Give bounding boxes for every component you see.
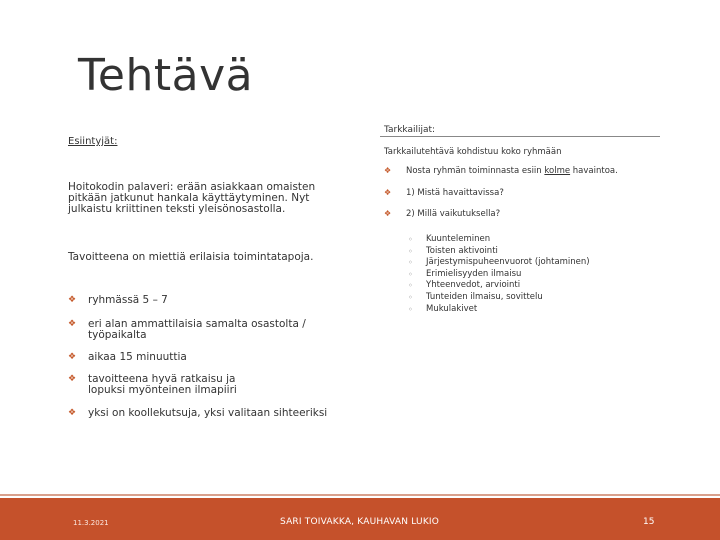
circle-bullet-icon: ◦: [408, 281, 413, 291]
circle-bullet-icon: ◦: [408, 258, 413, 268]
observation-sublist: [408, 234, 590, 315]
circle-bullet-icon: ◦: [408, 235, 413, 244]
square-bullet-icon: ❖: [68, 374, 77, 384]
square-bullet-icon: ❖: [384, 209, 392, 218]
list-item: [68, 319, 358, 340]
list-item: [68, 295, 358, 306]
square-bullet-icon: ❖: [384, 166, 392, 175]
footer-author: SARI TOIVAKKA, KAUHAVAN LUKIO: [280, 517, 440, 527]
page-number: 15: [643, 517, 655, 527]
list-item-text: tavoitteena hyvä ratkaisu ja lopuksi myönteinen ilmapiiri: [88, 373, 237, 396]
observers-heading: Tarkkailijat:: [384, 125, 436, 135]
list-item-text: Erimielisyyden ilmaisu: [426, 268, 522, 279]
list-item: [384, 188, 664, 198]
goal-text: Tavoitteena on miettiä erilaisia toimintatapoja.: [68, 251, 314, 263]
square-bullet-icon: ❖: [68, 352, 77, 362]
list-item-text: 1) Mistä havaittavissa?: [406, 188, 504, 198]
square-bullet-icon: ❖: [68, 295, 77, 305]
list-item: [68, 374, 358, 395]
list-item-text: Järjestymispuheenvuorot (johtaminen): [426, 257, 590, 268]
list-item-text: Kuunteleminen: [426, 234, 491, 244]
list-item-text: Tunteiden ilmaisu, sovittelu: [426, 291, 543, 302]
performers-heading: Esiintyjät:: [68, 136, 118, 147]
square-bullet-icon: ❖: [68, 319, 77, 329]
list-item: [408, 234, 590, 246]
square-bullet-icon: ❖: [68, 408, 77, 418]
list-item: [408, 269, 590, 281]
list-item: [408, 292, 590, 304]
list-item-text: Yhteenvedot, arviointi: [426, 280, 521, 291]
list-item: [408, 257, 590, 269]
observer-task-text: Tarkkailutehtävä kohdistuu koko ryhmään: [384, 147, 562, 157]
list-item: [408, 246, 590, 258]
list-item-text: Mukulakivet: [426, 303, 478, 314]
square-bullet-icon: ❖: [384, 188, 392, 197]
slide-title: Tehtävä: [78, 50, 254, 101]
list-item-text: ryhmässä 5 – 7: [88, 294, 168, 306]
circle-bullet-icon: ◦: [408, 246, 413, 256]
list-item: [68, 352, 358, 363]
scenario-paragraph: Hoitokodin palaveri: erään asiakkaan omaisten pitkään jatkunut hankala käyttäytyminen. Nyt julkaistu kriittinen teksti yleisönosastolla.: [68, 181, 316, 215]
list-item: [384, 209, 664, 219]
footer-accent-line: [0, 494, 720, 496]
list-item-text: Nosta ryhmän toiminnasta esiin kolme havaintoa.: [406, 166, 618, 176]
list-item-text: eri alan ammattilaisia samalta osastolta / työpaikalta: [88, 318, 306, 341]
list-item-text: aikaa 15 minuuttia: [88, 351, 187, 363]
list-item-text: yksi on koollekutsuja, yksi valitaan sihteeriksi: [88, 407, 328, 419]
list-item: [408, 280, 590, 292]
list-item: [68, 408, 358, 419]
list-item-text: Toisten aktivointi: [426, 245, 498, 256]
circle-bullet-icon: ◦: [408, 269, 413, 279]
circle-bullet-icon: ◦: [408, 292, 413, 302]
list-item-text: 2) Millä vaikutuksella?: [406, 209, 501, 219]
footer-date: 11.3.2021: [73, 519, 109, 527]
list-item: [408, 304, 590, 316]
list-item: [384, 166, 664, 176]
circle-bullet-icon: ◦: [408, 304, 413, 314]
heading-divider: [380, 136, 660, 137]
